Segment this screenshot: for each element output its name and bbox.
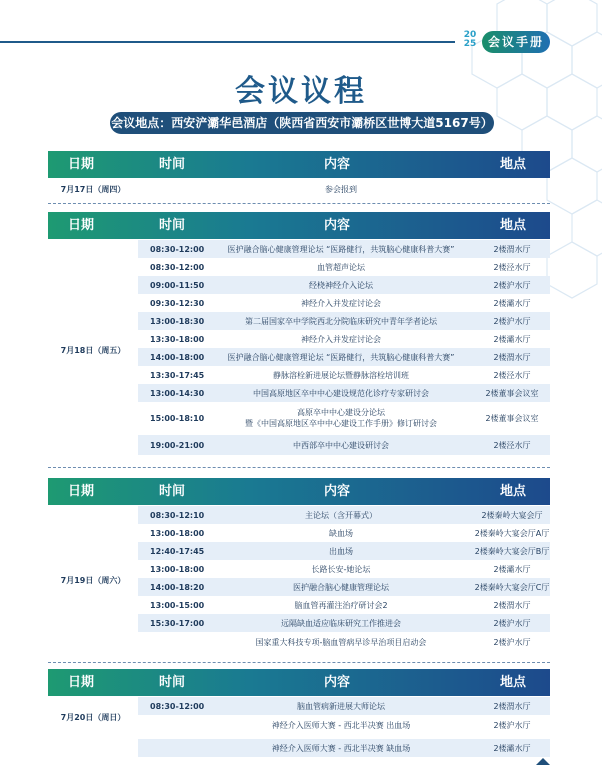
table-row: [138, 258, 550, 276]
row-content: 脑血管病新进展大师论坛: [297, 701, 385, 711]
row-content: 神经介入医师大赛 - 西北半决赛 缺血场: [271, 743, 411, 753]
row-content: 主论坛（含开幕式）: [305, 510, 377, 520]
date-cell: 7月19日（周六）: [60, 575, 126, 585]
handbook-badge: 会议手册: [482, 31, 550, 53]
table-header: [48, 212, 550, 239]
header-date: 日期: [68, 675, 95, 690]
row-content: 长路长安-她论坛: [311, 564, 371, 574]
row-content: 神经介入并发症讨论会: [301, 298, 381, 308]
row-content: 医护融合脑心健康管理论坛 “医路健行，共筑脑心健康科普大赛”: [227, 244, 455, 254]
date-cell: 7月18日（周五）: [60, 345, 126, 355]
header-time: 时间: [159, 484, 186, 499]
table-row: [138, 506, 550, 524]
table-row: [138, 542, 550, 560]
row-location: 2楼沪水厅: [493, 618, 531, 628]
table-row: [138, 348, 550, 366]
table-row: [138, 739, 550, 757]
header-date: 日期: [68, 484, 95, 499]
row-content: 神经介入医师大赛 - 西北半决赛 出血场: [271, 720, 411, 730]
row-time: 09:30-12:30: [150, 298, 205, 308]
row-content: 医护融合脑心健康管理论坛: [293, 582, 389, 592]
table-row: [138, 435, 550, 455]
row-location: 2楼沪水厅: [493, 280, 531, 290]
row-time: 13:00-15:00: [150, 600, 205, 610]
row-location: 2楼泾水厅: [493, 440, 531, 450]
schedule-table-day4: [48, 669, 550, 762]
header-content: 内容: [324, 157, 351, 172]
table-row: [138, 614, 550, 632]
row-content: 神经介入并发症讨论会: [301, 334, 381, 344]
row-location: 2楼灞水厅: [493, 298, 531, 308]
header-content: 内容: [324, 484, 351, 499]
table-row: [138, 240, 550, 258]
row-content: 参会报到: [325, 184, 357, 194]
table-row: [138, 276, 550, 294]
table-row: [138, 402, 550, 434]
row-location: 2楼渭水厅: [493, 600, 531, 610]
table-row: [138, 632, 550, 652]
table-row: [138, 330, 550, 348]
header-time: 时间: [159, 218, 186, 233]
row-location: 2楼渭水厅: [493, 244, 531, 254]
row-time: 08:30-12:10: [150, 510, 205, 520]
table-row: [138, 178, 550, 200]
table-header: [48, 478, 550, 505]
row-content: 中国高原地区卒中中心建设规范化诊疗专家研讨会: [253, 388, 429, 398]
row-location: [474, 178, 550, 200]
header-location: 地点: [500, 484, 527, 499]
row-location: 2楼灞水厅: [493, 743, 531, 753]
row-location: 2楼秦岭大宴会厅A厅: [474, 528, 550, 538]
header-content: 内容: [324, 218, 351, 233]
header-location: 地点: [500, 157, 527, 172]
row-content: 经桡神经介入论坛: [309, 280, 373, 290]
row-time: 08:30-12:00: [150, 244, 205, 254]
header-date: 日期: [68, 157, 95, 172]
row-time: 13:30-17:45: [150, 370, 205, 380]
row-location: 2楼秦岭大宴会厅: [481, 510, 543, 520]
table-header: [48, 151, 550, 178]
row-time: 19:00-21:00: [150, 440, 205, 450]
row-location: 2楼沪水厅: [493, 316, 531, 326]
venue-banner: 会议地点：西安浐灞华邑酒店（陕西省西安市灞桥区世博大道5167号）: [110, 112, 494, 134]
table-row: [138, 384, 550, 402]
table-body: [48, 178, 550, 200]
table-header: [48, 669, 550, 696]
section-divider: [48, 467, 550, 468]
date-cell: 7月17日（周四）: [60, 184, 126, 194]
row-time: 14:00-18:00: [150, 352, 205, 362]
schedule-table-day3: [48, 478, 550, 655]
row-location: 2楼董事会议室: [485, 413, 539, 423]
table-row: [138, 294, 550, 312]
row-content: 第二届国家卒中学院西北分院临床研究中青年学者论坛: [245, 316, 437, 326]
row-location: 2楼渭水厅: [493, 352, 531, 362]
row-location: 2楼沪水厅: [493, 720, 531, 730]
row-time: 09:00-11:50: [150, 280, 205, 290]
row-content: 远隔缺血适应临床研究工作推进会: [281, 618, 401, 628]
header-location: 地点: [500, 218, 527, 233]
date-cell: 7月20日（周日）: [60, 712, 126, 722]
row-time: 12:40-17:45: [150, 546, 205, 556]
row-content: 高原卒中中心建设分论坛 暨《中国高原地区卒中中心建设工作手册》修订研讨会: [245, 408, 437, 428]
header-content: 内容: [324, 675, 351, 690]
table-body: [48, 239, 550, 461]
row-time: 13:00-18:00: [150, 564, 205, 574]
section-divider: [48, 203, 550, 204]
table-body: [48, 505, 550, 655]
header-time: 时间: [159, 675, 186, 690]
page-title: 会议议程: [235, 74, 367, 109]
row-content: 医护融合脑心健康管理论坛 “医路健行，共筑脑心健康科普大赛”: [227, 352, 455, 362]
row-time: 13:00-18:30: [150, 316, 205, 326]
row-content: 脑血管再灌注治疗研讨会2: [294, 600, 388, 610]
row-content: 缺血场: [329, 528, 353, 538]
row-location: 2楼灞水厅: [493, 334, 531, 344]
row-time: 13:00-14:30: [150, 388, 205, 398]
row-time: 14:00-18:20: [150, 582, 205, 592]
header-location: 地点: [500, 675, 527, 690]
table-row: [138, 596, 550, 614]
row-time: 08:30-12:00: [150, 701, 205, 711]
row-time: 15:30-17:00: [150, 618, 205, 628]
row-time: 13:00-18:00: [150, 528, 205, 538]
table-row: [138, 578, 550, 596]
header-date: 日期: [68, 218, 95, 233]
row-content: 静脉溶栓新进展论坛暨静脉溶栓培训班: [273, 370, 409, 380]
page-corner-marker: [536, 758, 550, 765]
year-mark: [460, 31, 480, 49]
header-time: 时间: [159, 157, 186, 172]
row-location: 2楼沪水厅: [493, 637, 531, 647]
row-content: 中西部卒中中心建设研讨会: [293, 440, 389, 450]
row-time: 15:00-18:10: [150, 413, 205, 423]
row-location: 2楼秦岭大宴会厅C厅: [474, 582, 550, 592]
schedule-table-day1: [48, 151, 550, 200]
row-time: 13:30-18:00: [150, 334, 205, 344]
row-content: 出血场: [329, 546, 353, 556]
row-content: 血管超声论坛: [317, 262, 365, 272]
table-row: [138, 312, 550, 330]
table-row: [138, 524, 550, 542]
table-row: [138, 560, 550, 578]
table-row: [138, 697, 550, 715]
table-body: [48, 696, 550, 762]
row-location: 2楼灞水厅: [493, 564, 531, 574]
row-location: 2楼泾水厅: [493, 262, 531, 272]
year-top: 20: [463, 30, 477, 40]
row-location: 2楼董事会议室: [485, 388, 539, 398]
row-location: 2楼泾水厅: [493, 370, 531, 380]
row-content: 国家重大科技专项-脑血管病早诊早治项目启动会: [255, 637, 427, 647]
table-row: [138, 366, 550, 384]
schedule-table-day2: [48, 212, 550, 461]
table-row: [138, 716, 550, 734]
header-rule: [0, 41, 455, 43]
row-time: 08:30-12:00: [150, 262, 205, 272]
row-location: 2楼秦岭大宴会厅B厅: [474, 546, 550, 556]
year-bottom: 25: [463, 39, 477, 49]
row-location: 2楼渭水厅: [493, 701, 531, 711]
section-divider: [48, 662, 550, 663]
